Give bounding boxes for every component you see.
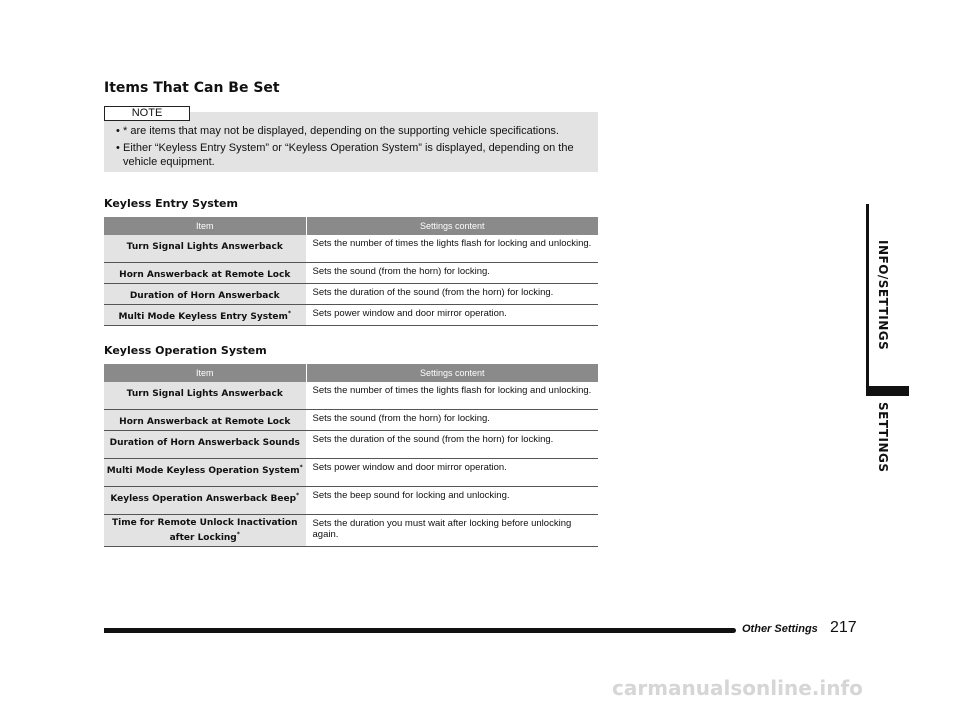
side-tab-settings[interactable]: SETTINGS (876, 402, 890, 473)
item-cell (104, 409, 306, 430)
item-cell (104, 486, 306, 514)
side-tab-info-settings[interactable]: INFO/SETTINGS (876, 240, 890, 351)
table-row (104, 304, 598, 325)
item-cell (104, 430, 306, 458)
side-tab-frame (866, 386, 909, 396)
note-bullet-text: Either “Keyless Entry System” or “Keyless Operation System” is displayed, depending on the vehicle equipment. (123, 142, 574, 168)
column-header-content: Settings content (306, 364, 598, 382)
column-header-content: Settings content (306, 217, 598, 235)
table-row (104, 235, 598, 262)
item-cell (104, 304, 306, 325)
content-cell: Sets the duration of the sound (from the horn) for locking. (306, 283, 598, 304)
item-cell (104, 458, 306, 486)
item-label: Multi Mode Keyless Entry System (118, 311, 288, 322)
item-label: Horn Answerback at Remote Lock (119, 416, 291, 427)
note-bullet-text: * are items that may not be displayed, depending on the supporting vehicle specifications. (123, 125, 559, 137)
footer-rule (104, 628, 736, 633)
table-header-row (104, 217, 598, 235)
table-row (104, 458, 598, 486)
side-tab-frame (866, 204, 869, 396)
item-cell (104, 235, 306, 262)
content-cell: Sets the number of times the lights flash for locking and unlocking. (306, 235, 598, 262)
keyless-operation-table (104, 364, 598, 547)
table-row (104, 514, 598, 546)
table-row (104, 486, 598, 514)
note-bullet (116, 141, 588, 169)
item-label: Time for Remote Unlock Inactivation after Locking (111, 517, 298, 543)
item-label: Keyless Operation Answerback Beep (110, 493, 297, 504)
content-cell: Sets the sound (from the horn) for locking. (306, 409, 598, 430)
keyless-entry-heading: Keyless Entry System (104, 197, 238, 210)
content-cell: Sets the number of times the lights flash for locking and unlocking. (306, 382, 598, 409)
content-cell: Sets the beep sound for locking and unlocking. (306, 486, 598, 514)
item-label: Duration of Horn Answerback Sounds (109, 437, 300, 448)
page-title: Items That Can Be Set (104, 80, 280, 96)
keyless-operation-heading: Keyless Operation System (104, 344, 267, 357)
note-tag: NOTE (104, 106, 190, 121)
item-cell (104, 514, 306, 546)
item-label: Turn Signal Lights Answerback (126, 242, 283, 252)
column-header-item: Item (104, 217, 306, 235)
content-cell: Sets the duration you must wait after locking before unlocking again. (306, 514, 598, 546)
item-label: Multi Mode Keyless Operation System (106, 465, 300, 476)
table-row (104, 283, 598, 304)
table-header-row (104, 364, 598, 382)
bullet-dot-icon: • (116, 125, 120, 137)
item-label: Duration of Horn Answerback (129, 290, 280, 301)
content-cell: Sets power window and door mirror operation. (306, 304, 598, 325)
footnote-star: * (299, 463, 303, 471)
item-cell (104, 262, 306, 283)
footer-section-title: Other Settings (742, 623, 818, 635)
note-bullet (116, 124, 588, 138)
item-label: Horn Answerback at Remote Lock (119, 269, 291, 280)
footnote-star: * (236, 530, 240, 538)
table-row (104, 430, 598, 458)
keyless-entry-table (104, 217, 598, 326)
page-number: 217 (830, 619, 857, 636)
item-label: Turn Signal Lights Answerback (126, 389, 283, 399)
table-row (104, 262, 598, 283)
footnote-star: * (296, 491, 300, 499)
item-cell (104, 382, 306, 409)
content-cell: Sets the duration of the sound (from the horn) for locking. (306, 430, 598, 458)
item-cell (104, 283, 306, 304)
bullet-dot-icon: • (116, 142, 120, 154)
footnote-star: * (287, 309, 292, 317)
table-row (104, 382, 598, 409)
table-row (104, 409, 598, 430)
column-header-item: Item (104, 364, 306, 382)
note-box (104, 112, 598, 172)
content-cell: Sets power window and door mirror operation. (306, 458, 598, 486)
content-cell: Sets the sound (from the horn) for locking. (306, 262, 598, 283)
watermark: carmanualsonline.info (612, 676, 863, 700)
